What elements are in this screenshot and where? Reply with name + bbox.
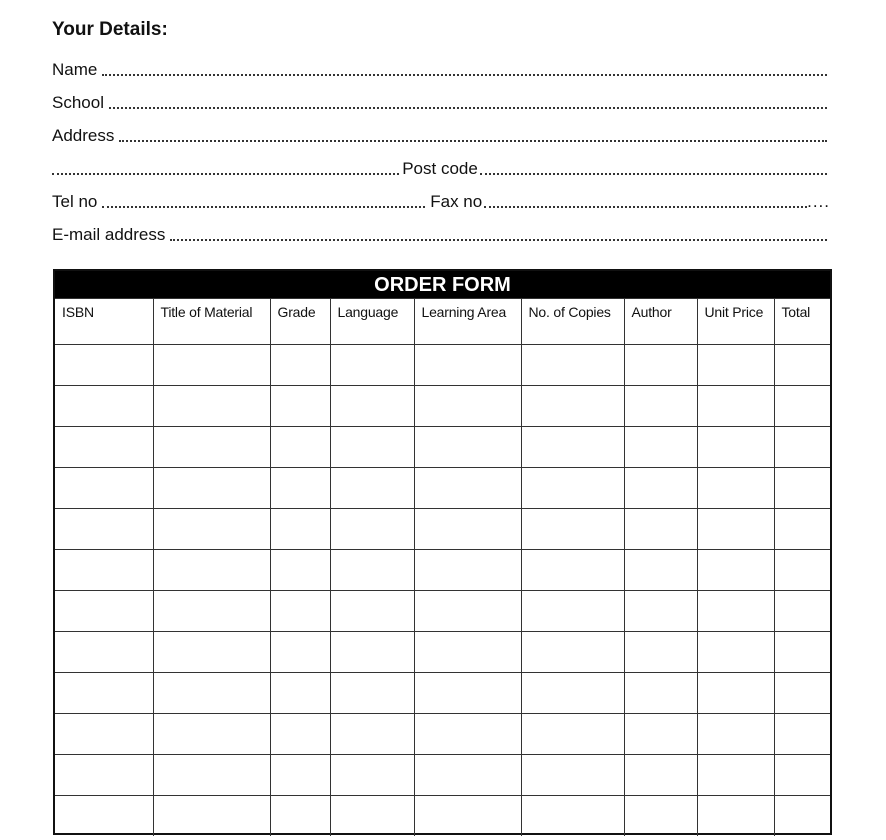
order-cell[interactable] xyxy=(153,673,270,714)
column-header-unit-price: Unit Price xyxy=(697,299,774,345)
order-cell[interactable] xyxy=(697,796,774,837)
order-cell[interactable] xyxy=(521,755,624,796)
order-cell[interactable] xyxy=(774,345,830,386)
order-cell[interactable] xyxy=(624,755,697,796)
fax-label: Fax no xyxy=(430,192,483,211)
order-cell[interactable] xyxy=(270,673,330,714)
order-cell[interactable] xyxy=(330,386,414,427)
order-cell[interactable] xyxy=(521,632,624,673)
order-cell[interactable] xyxy=(774,468,830,509)
tel-label: Tel no xyxy=(52,192,98,211)
order-cell[interactable] xyxy=(55,632,153,673)
order-cell[interactable] xyxy=(55,755,153,796)
address-input-line[interactable] xyxy=(119,140,827,142)
order-cell[interactable] xyxy=(270,796,330,837)
order-cell[interactable] xyxy=(697,714,774,755)
order-cell[interactable] xyxy=(774,550,830,591)
column-header-language: Language xyxy=(330,299,414,345)
order-cell[interactable] xyxy=(330,550,414,591)
order-cell[interactable] xyxy=(270,714,330,755)
order-cell[interactable] xyxy=(55,673,153,714)
order-cell[interactable] xyxy=(774,755,830,796)
order-cell[interactable] xyxy=(521,550,624,591)
order-cell[interactable] xyxy=(330,427,414,468)
order-cell[interactable] xyxy=(330,591,414,632)
column-header-grade: Grade xyxy=(270,299,330,345)
fax-trailing-dots: .... xyxy=(807,192,831,211)
order-cell[interactable] xyxy=(697,427,774,468)
order-cell[interactable] xyxy=(153,796,270,837)
order-cell[interactable] xyxy=(414,427,521,468)
order-cell[interactable] xyxy=(270,468,330,509)
column-header-learning-area: Learning Area xyxy=(414,299,521,345)
order-cell[interactable] xyxy=(624,632,697,673)
order-cell[interactable] xyxy=(270,755,330,796)
order-cell[interactable] xyxy=(55,468,153,509)
order-row xyxy=(55,632,830,673)
order-cell[interactable] xyxy=(414,468,521,509)
your-details-heading: Your Details: xyxy=(52,19,168,40)
order-cell[interactable] xyxy=(55,386,153,427)
address-postcode-row xyxy=(52,155,830,179)
order-cell[interactable] xyxy=(414,673,521,714)
order-row xyxy=(55,550,830,591)
tel-input-line[interactable] xyxy=(102,206,425,208)
order-cell[interactable] xyxy=(270,386,330,427)
order-row xyxy=(55,714,830,755)
order-cell[interactable] xyxy=(774,632,830,673)
order-cell[interactable] xyxy=(55,591,153,632)
column-header-isbn: ISBN xyxy=(55,299,153,345)
order-cell[interactable] xyxy=(624,345,697,386)
fax-input-line[interactable] xyxy=(484,206,807,208)
order-cell[interactable] xyxy=(521,468,624,509)
order-cell[interactable] xyxy=(153,550,270,591)
name-field-row xyxy=(52,56,830,80)
order-cell[interactable] xyxy=(624,468,697,509)
order-table xyxy=(55,298,830,836)
order-cell[interactable] xyxy=(330,345,414,386)
order-cell[interactable] xyxy=(55,427,153,468)
order-cell[interactable] xyxy=(153,632,270,673)
order-cell[interactable] xyxy=(330,796,414,837)
order-cell[interactable] xyxy=(697,386,774,427)
school-field-row xyxy=(52,89,830,113)
order-row xyxy=(55,345,830,386)
order-cell[interactable] xyxy=(697,755,774,796)
order-cell[interactable] xyxy=(153,714,270,755)
order-form xyxy=(53,269,832,835)
order-cell[interactable] xyxy=(55,550,153,591)
order-cell[interactable] xyxy=(697,468,774,509)
order-cell[interactable] xyxy=(774,796,830,837)
order-cell[interactable] xyxy=(697,591,774,632)
order-cell[interactable] xyxy=(521,386,624,427)
order-form-title: ORDER FORM xyxy=(55,271,830,298)
order-cell[interactable] xyxy=(624,509,697,550)
column-header-author: Author xyxy=(624,299,697,345)
order-cell[interactable] xyxy=(414,345,521,386)
order-cell[interactable] xyxy=(774,591,830,632)
column-header-title: Title of Material xyxy=(153,299,270,345)
order-cell[interactable] xyxy=(624,427,697,468)
order-row xyxy=(55,591,830,632)
name-input-line[interactable] xyxy=(102,74,827,76)
column-header-copies: No. of Copies xyxy=(521,299,624,345)
postcode-label: Post code xyxy=(402,159,478,178)
order-cell[interactable] xyxy=(414,632,521,673)
order-row xyxy=(55,386,830,427)
order-cell[interactable] xyxy=(697,673,774,714)
order-cell[interactable] xyxy=(270,345,330,386)
order-cell[interactable] xyxy=(624,714,697,755)
order-cell[interactable] xyxy=(330,714,414,755)
tel-fax-row xyxy=(52,188,830,212)
order-row xyxy=(55,509,830,550)
order-cell[interactable] xyxy=(153,755,270,796)
order-cell[interactable] xyxy=(330,468,414,509)
order-cell[interactable] xyxy=(270,591,330,632)
order-cell[interactable] xyxy=(414,796,521,837)
order-cell[interactable] xyxy=(270,632,330,673)
email-input-line[interactable] xyxy=(170,239,827,241)
order-cell[interactable] xyxy=(521,591,624,632)
order-cell[interactable] xyxy=(521,345,624,386)
order-cell[interactable] xyxy=(153,386,270,427)
order-cell[interactable] xyxy=(521,714,624,755)
school-input-line[interactable] xyxy=(109,107,827,109)
order-cell[interactable] xyxy=(624,796,697,837)
order-cell[interactable] xyxy=(414,550,521,591)
email-label: E-mail address xyxy=(52,225,166,244)
order-cell[interactable] xyxy=(521,427,624,468)
order-cell[interactable] xyxy=(414,509,521,550)
order-row xyxy=(55,755,830,796)
order-cell[interactable] xyxy=(414,386,521,427)
order-cell[interactable] xyxy=(774,509,830,550)
order-cell[interactable] xyxy=(414,714,521,755)
order-cell[interactable] xyxy=(774,386,830,427)
order-cell[interactable] xyxy=(624,591,697,632)
order-cell[interactable] xyxy=(414,591,521,632)
school-label: School xyxy=(52,93,104,112)
order-cell[interactable] xyxy=(55,796,153,837)
order-cell[interactable] xyxy=(521,509,624,550)
order-cell[interactable] xyxy=(521,673,624,714)
order-cell[interactable] xyxy=(55,509,153,550)
order-cell[interactable] xyxy=(153,591,270,632)
order-row xyxy=(55,427,830,468)
order-row xyxy=(55,468,830,509)
order-cell[interactable] xyxy=(55,345,153,386)
order-cell[interactable] xyxy=(153,509,270,550)
address-label: Address xyxy=(52,126,115,145)
order-cell[interactable] xyxy=(697,550,774,591)
order-cell[interactable] xyxy=(153,345,270,386)
order-row xyxy=(55,673,830,714)
order-header-row xyxy=(55,299,830,345)
order-cell[interactable] xyxy=(270,509,330,550)
order-cell[interactable] xyxy=(55,714,153,755)
order-cell[interactable] xyxy=(414,755,521,796)
email-field-row xyxy=(52,221,830,245)
order-cell[interactable] xyxy=(774,673,830,714)
order-cell[interactable] xyxy=(774,427,830,468)
address-field-row xyxy=(52,122,830,146)
order-cell[interactable] xyxy=(270,427,330,468)
address-line-2-input[interactable] xyxy=(52,173,399,175)
name-label: Name xyxy=(52,60,98,79)
order-cell[interactable] xyxy=(521,796,624,837)
order-cell[interactable] xyxy=(330,509,414,550)
order-cell[interactable] xyxy=(697,509,774,550)
order-cell[interactable] xyxy=(697,345,774,386)
order-cell[interactable] xyxy=(624,673,697,714)
order-cell[interactable] xyxy=(330,755,414,796)
order-cell[interactable] xyxy=(624,550,697,591)
order-cell[interactable] xyxy=(330,632,414,673)
order-cell[interactable] xyxy=(624,386,697,427)
order-cell[interactable] xyxy=(330,673,414,714)
order-cell[interactable] xyxy=(774,714,830,755)
order-cell[interactable] xyxy=(153,468,270,509)
order-cell[interactable] xyxy=(697,632,774,673)
column-header-total: Total xyxy=(774,299,830,345)
order-row xyxy=(55,796,830,837)
order-cell[interactable] xyxy=(153,427,270,468)
order-cell[interactable] xyxy=(270,550,330,591)
postcode-input-line[interactable] xyxy=(480,173,827,175)
order-table-body xyxy=(55,345,830,837)
